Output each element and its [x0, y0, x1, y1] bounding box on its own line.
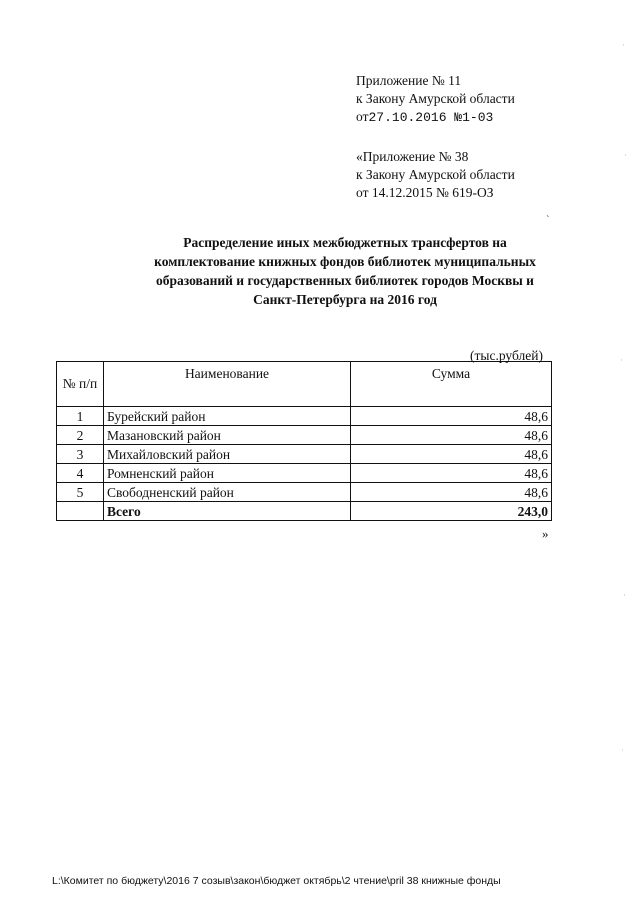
table-row: [57, 464, 552, 483]
table-row: [57, 407, 552, 426]
document-title: [120, 233, 570, 309]
row-sum: 48,6: [351, 445, 552, 464]
row-name: Мазановский район: [104, 426, 351, 445]
scan-speck: ·: [622, 40, 625, 50]
appendix-38-header: [356, 148, 515, 202]
appendix-11-date-value: 27.10.2016 №1-03: [368, 110, 494, 125]
row-num: 3: [57, 445, 104, 464]
header-num: № п/п: [57, 362, 104, 407]
row-num: 4: [57, 464, 104, 483]
appendix-38-title: «Приложение № 38: [356, 149, 469, 164]
appendix-11-title: Приложение № 11: [356, 73, 462, 88]
footer-file-path: L:\Комитет по бюджету\2016 7 созыв\закон\бюджет октябрь\2 чтение\pril 38 книжные фонды: [52, 875, 501, 887]
appendix-11-header: [356, 72, 515, 127]
scan-mark: `: [546, 214, 550, 226]
title-line-3: образований и государственных библиотек городов Москвы и: [156, 273, 534, 288]
appendix-11-law: к Закону Амурской области: [356, 91, 515, 106]
table-row: [57, 445, 552, 464]
row-name: Свободненский район: [104, 483, 351, 502]
row-name: Бурейский район: [104, 407, 351, 426]
scan-speck: ·: [620, 355, 623, 365]
total-num-empty: [57, 502, 104, 521]
title-line-1: Распределение иных межбюджетных трансфертов на: [183, 235, 507, 250]
table-row: [57, 483, 552, 502]
row-sum: 48,6: [351, 464, 552, 483]
table-header-row: [57, 362, 552, 407]
row-name: Михайловский район: [104, 445, 351, 464]
row-num: 2: [57, 426, 104, 445]
row-name: Ромненский район: [104, 464, 351, 483]
row-sum: 48,6: [351, 483, 552, 502]
distribution-table: [56, 361, 552, 521]
row-num: 1: [57, 407, 104, 426]
total-sum: 243,0: [351, 502, 552, 521]
scan-speck: ·: [623, 590, 626, 600]
row-sum: 48,6: [351, 426, 552, 445]
scan-speck: ·: [624, 150, 627, 160]
table-row: [57, 426, 552, 445]
row-num: 5: [57, 483, 104, 502]
title-line-4: Санкт-Петербурга на 2016 год: [253, 292, 437, 307]
title-line-2: комплектование книжных фондов библиотек муниципальных: [154, 254, 536, 269]
appendix-11-date-prefix: от: [356, 109, 369, 124]
appendix-11-date: [356, 108, 515, 127]
appendix-38-law: к Закону Амурской области: [356, 167, 515, 182]
scan-speck: ·: [621, 745, 624, 755]
units-label: (тыс.рублей): [470, 348, 543, 363]
row-sum: 48,6: [351, 407, 552, 426]
closing-quote: »: [542, 526, 549, 541]
header-sum: Сумма: [351, 362, 552, 407]
table-total-row: [57, 502, 552, 521]
total-label: Всего: [104, 502, 351, 521]
appendix-38-date: от 14.12.2015 № 619-ОЗ: [356, 185, 494, 200]
header-name: Наименование: [104, 362, 351, 407]
